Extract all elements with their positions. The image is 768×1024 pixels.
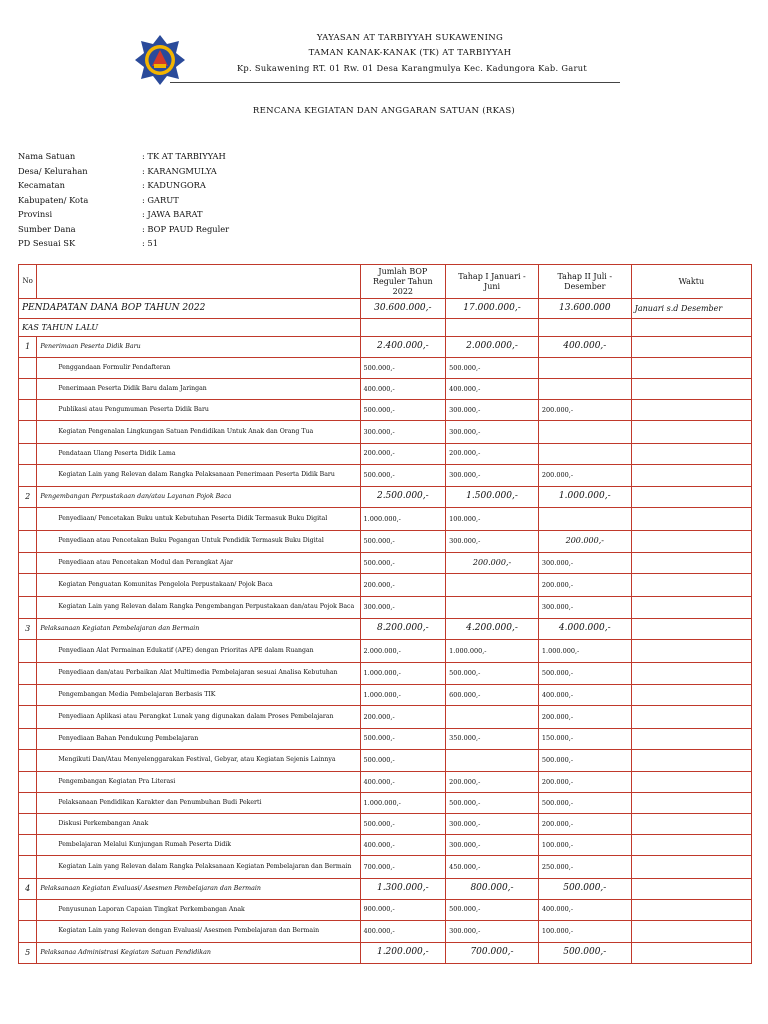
info-row [18,209,229,224]
item-row [19,856,752,879]
group-tahap1: 800.000,- [446,878,539,899]
group-tahap2: 500.000,- [538,878,631,899]
item-desc: Publikasi atau Pengumuman Peserta Didik Baru [37,400,360,421]
item-tahap1: 300.000,- [446,835,539,856]
header-jumlah: Jumlah BOP Reguler Tahun 2022 [360,265,446,299]
item-waktu [631,379,751,400]
item-waktu [631,464,751,487]
item-row [19,662,752,685]
group-waktu [631,619,751,640]
item-no [19,662,37,685]
item-waktu [631,728,751,749]
group-row [19,487,752,508]
item-desc: Mengikuti Dan/Atau Menyelenggarakan Festival, Gebyar, atau Kegiatan Sejenis Lainnya [37,749,360,772]
item-tahap2: 200.000,- [538,530,631,553]
group-tahap1: 4.200.000,- [446,619,539,640]
item-waktu [631,772,751,793]
item-desc: Penggandaan Formulir Pendafteran [37,358,360,379]
info-row [18,151,229,166]
item-jumlah: 2.000.000,- [360,640,446,663]
item-jumlah: 200.000,- [360,706,446,729]
item-no [19,899,37,920]
item-tahap1: 300.000,- [446,814,539,835]
item-tahap1: 300.000,- [446,920,539,943]
item-waktu [631,574,751,597]
item-jumlah: 500.000,- [360,749,446,772]
item-no [19,685,37,706]
group-waktu [631,943,751,964]
pendapatan-tahap2: 13.600.000 [538,299,631,319]
item-desc: Pembelajaran Melalui Kunjungan Rumah Peserta Didik [37,835,360,856]
item-no [19,920,37,943]
item-tahap1: 500.000,- [446,793,539,814]
info-row [18,166,229,181]
info-row [18,180,229,195]
item-tahap1: 350.000,- [446,728,539,749]
info-row [18,195,229,210]
pendapatan-row [19,299,752,319]
info-value: : BOP PAUD Reguler [142,223,230,234]
item-no [19,574,37,597]
group-row [19,619,752,640]
item-desc: Kegiatan Lain yang Relevan dengan Evaluasi/ Asesmen Pembelajaran dan Bermain [37,920,360,943]
item-no [19,814,37,835]
item-row [19,508,752,531]
group-tahap2: 500.000,- [538,943,631,964]
item-tahap1: 300.000,- [446,400,539,421]
item-tahap2: 100.000,- [538,920,631,943]
item-jumlah: 1.000.000,- [360,685,446,706]
group-no: 5 [19,943,37,964]
item-jumlah: 500.000,- [360,400,446,421]
item-jumlah: 500.000,- [360,358,446,379]
item-jumlah: 200.000,- [360,443,446,464]
item-tahap2: 200.000,- [538,464,631,487]
item-no [19,835,37,856]
item-row [19,464,752,487]
item-tahap2: 150.000,- [538,728,631,749]
item-tahap2: 200.000,- [538,706,631,729]
item-jumlah: 400.000,- [360,920,446,943]
item-row [19,379,752,400]
item-no [19,856,37,879]
item-desc: Kegiatan Lain yang Relevan dalam Rangka Pengembangan Perpustakaan dan/atau Pojok Baca [37,596,360,619]
item-jumlah: 400.000,- [360,835,446,856]
group-tahap2: 400.000,- [538,337,631,358]
item-jumlah: 300.000,- [360,421,446,444]
info-value: : KARANGMULYA [142,165,217,176]
item-row [19,574,752,597]
item-desc: Kegiatan Penguatan Komunitas Pengelola Perpustakaan/ Pojok Baca [37,574,360,597]
item-no [19,749,37,772]
item-row [19,814,752,835]
item-tahap2 [538,379,631,400]
header-description [37,265,360,299]
group-row [19,943,752,964]
item-tahap2: 200.000,- [538,814,631,835]
item-tahap2: 500.000,- [538,662,631,685]
item-tahap1: 400.000,- [446,379,539,400]
item-tahap1 [446,706,539,729]
group-no: 1 [19,337,37,358]
item-tahap2 [538,508,631,531]
item-tahap1 [446,574,539,597]
school-info [18,151,229,253]
item-no [19,772,37,793]
group-row [19,337,752,358]
item-waktu [631,899,751,920]
item-jumlah: 1.000.000,- [360,793,446,814]
group-no: 4 [19,878,37,899]
info-key: Provinsi [18,209,53,219]
item-row [19,421,752,444]
item-desc: Penyediaan Aplikasi atau Perangkat Lunak yang digunakan dalam Proses Pembelajaran [37,706,360,729]
item-waktu [631,920,751,943]
item-tahap2: 400.000,- [538,685,631,706]
group-desc: Pelaksanaan Kegiatan Pembelajaran dan Bermain [37,619,360,640]
item-tahap1 [446,749,539,772]
item-no [19,421,37,444]
item-desc: Penyusunan Laporan Capaian Tingkat Perkembangan Anak [37,899,360,920]
item-no [19,400,37,421]
item-tahap1 [446,596,539,619]
item-desc: Pendataan Ulang Peserta Didik Lama [37,443,360,464]
info-row [18,224,229,239]
item-tahap1: 200.000,- [446,443,539,464]
item-desc: Penyediaan atau Pencetakan Modul dan Perangkat Ajar [37,553,360,574]
item-waktu [631,835,751,856]
school-address: Kp. Sukawening RT. 01 Rw. 01 Desa Karangmulya Kec. Kadungora Kab. Garut [236,63,588,73]
item-desc: Kegiatan Lain yang Relevan dalam Rangka Pelaksanaan Kegiatan Pembelajaran dan Bermain [37,856,360,879]
header-tahap1: Tahap I Januari - Juni [446,265,539,299]
item-waktu [631,856,751,879]
item-waktu [631,685,751,706]
item-tahap1: 600.000,- [446,685,539,706]
group-desc: Pengembangan Perpustakaan dan/atau Layanan Pojok Baca [37,487,360,508]
item-jumlah: 1.000.000,- [360,508,446,531]
item-tahap1: 300.000,- [446,464,539,487]
item-no [19,358,37,379]
item-row [19,706,752,729]
header-tahap2: Tahap II Juli - Desember [538,265,631,299]
item-row [19,728,752,749]
item-row [19,835,752,856]
item-tahap2: 500.000,- [538,793,631,814]
item-waktu [631,443,751,464]
group-waktu [631,487,751,508]
item-row [19,596,752,619]
pendapatan-desc: PENDAPATAN DANA BOP TAHUN 2022 [19,299,361,319]
kas-desc: KAS TAHUN LALU [19,319,361,337]
item-tahap2: 250.000,- [538,856,631,879]
info-value: : KADUNGORA [142,180,206,190]
item-jumlah: 1.000.000,- [360,662,446,685]
group-tahap1: 1.500.000,- [446,487,539,508]
group-tahap2: 4.000.000,- [538,619,631,640]
item-no [19,379,37,400]
item-tahap2 [538,358,631,379]
item-jumlah: 300.000,- [360,596,446,619]
item-desc: Penyediaan/ Pencetakan Buku untuk Kebutuhan Peserta Didik Termasuk Buku Digital [37,508,360,531]
group-jumlah: 8.200.000,- [360,619,446,640]
item-desc: Penyediaan Alat Permainan Edukatif (APE) dengan Prioritas APE dalam Ruangan [37,640,360,663]
pendapatan-jumlah: 30.600.000,- [360,299,446,319]
group-waktu [631,878,751,899]
item-desc: Pengembangan Kegiatan Pra Literasi [37,772,360,793]
item-waktu [631,508,751,531]
pendapatan-waktu: Januari s.d Desember [631,299,751,319]
group-tahap1: 700.000,- [446,943,539,964]
item-jumlah: 500.000,- [360,530,446,553]
item-tahap1: 450.000,- [446,856,539,879]
info-key: Kabupaten/ Kota [18,194,89,205]
item-row [19,793,752,814]
item-no [19,640,37,663]
header-divider [170,82,620,83]
org-name: YAYASAN AT TARBIYYAH SUKAWENING [316,33,504,43]
item-tahap1: 300.000,- [446,530,539,553]
item-tahap2: 200.000,- [538,400,631,421]
item-no [19,464,37,487]
info-value: : 51 [142,238,158,248]
item-waktu [631,706,751,729]
item-waktu [631,596,751,619]
item-desc: Pelaksanaan Pendidikan Karakter dan Penumbuhan Budi Pekerti [37,793,360,814]
item-tahap1: 500.000,- [446,662,539,685]
item-row [19,553,752,574]
item-no [19,553,37,574]
item-waktu [631,749,751,772]
group-no: 3 [19,619,37,640]
school-name: TAMAN KANAK-KANAK (TK) AT TARBIYYAH [308,48,512,58]
info-value: : GARUT [142,194,179,205]
info-key: Desa/ Kelurahan [18,165,88,176]
group-no: 2 [19,487,37,508]
info-value: : TK AT TARBIYYAH [142,151,226,161]
item-desc: Penyediaan atau Pencetakan Buku Pegangan Untuk Pendidik Termasuk Buku Digital [37,530,360,553]
item-jumlah: 500.000,- [360,553,446,574]
item-no [19,728,37,749]
item-tahap1: 100.000,- [446,508,539,531]
info-key: Nama Satuan [18,151,76,161]
group-jumlah: 2.500.000,- [360,487,446,508]
item-waktu [631,814,751,835]
info-key: Kecamatan [18,180,65,190]
item-tahap1: 300.000,- [446,421,539,444]
item-row [19,749,752,772]
item-jumlah: 900.000,- [360,899,446,920]
group-jumlah: 1.300.000,- [360,878,446,899]
item-row [19,772,752,793]
item-row [19,443,752,464]
rkas-table [18,264,752,964]
school-logo-icon [134,34,186,86]
item-waktu [631,662,751,685]
item-jumlah: 500.000,- [360,464,446,487]
item-row [19,640,752,663]
item-desc: Kegiatan Pengenalan Lingkungan Satuan Pendidikan Untuk Anak dan Orang Tua [37,421,360,444]
item-row [19,358,752,379]
item-jumlah: 400.000,- [360,772,446,793]
group-jumlah: 2.400.000,- [360,337,446,358]
item-waktu [631,358,751,379]
item-desc: Penerimaan Peserta Didik Baru dalam Jaringan [37,379,360,400]
item-no [19,596,37,619]
item-waktu [631,421,751,444]
item-tahap2: 400.000,- [538,899,631,920]
item-tahap1: 500.000,- [446,899,539,920]
item-no [19,508,37,531]
item-tahap2: 300.000,- [538,596,631,619]
item-jumlah: 200.000,- [360,574,446,597]
item-row [19,685,752,706]
document-title: RENCANA KEGIATAN DAN ANGGARAN SATUAN (RKAS) [252,106,516,116]
item-tahap1: 200.000,- [446,772,539,793]
item-jumlah: 500.000,- [360,728,446,749]
item-no [19,443,37,464]
group-waktu [631,337,751,358]
item-tahap2: 1.000.000,- [538,640,631,663]
item-tahap1: 1.000.000,- [446,640,539,663]
info-value: : JAWA BARAT [142,209,203,219]
item-tahap2: 100.000,- [538,835,631,856]
group-desc: Pelaksanaa Administrasi Kegiatan Satuan Pendidikan [37,943,360,964]
item-tahap2: 200.000,- [538,772,631,793]
kas-row [19,319,752,337]
item-tahap1: 200.000,- [446,553,539,574]
item-tahap2: 200.000,- [538,574,631,597]
info-key: PD Sesuai SK [18,238,76,248]
item-tahap2 [538,421,631,444]
group-desc: Pelaksanaan Kegiatan Evaluasi/ Asesmen Pembelajaran dan Bermain [37,878,360,899]
item-desc: Penyediaan Bahan Pendukung Pembelajaran [37,728,360,749]
item-desc: Diskusi Perkembangan Anak [37,814,360,835]
item-row [19,530,752,553]
item-no [19,706,37,729]
group-jumlah: 1.200.000,- [360,943,446,964]
item-jumlah: 500.000,- [360,814,446,835]
item-desc: Penyediaan dan/atau Perbaikan Alat Multimedia Pembelajaran sesuai Analisa Kebutuhan [37,662,360,685]
item-row [19,920,752,943]
group-row [19,878,752,899]
group-desc: Penerimaan Peserta Didik Baru [37,337,360,358]
item-waktu [631,640,751,663]
item-no [19,530,37,553]
info-row [18,238,229,253]
item-waktu [631,553,751,574]
header-waktu: Waktu [631,265,751,299]
pendapatan-tahap1: 17.000.000,- [446,299,539,319]
group-tahap1: 2.000.000,- [446,337,539,358]
group-tahap2: 1.000.000,- [538,487,631,508]
info-key: Sumber Dana [18,223,76,234]
item-desc: Kegiatan Lain yang Relevan dalam Rangka Pelaksanaan Penerimaan Peserta Didik Baru [37,464,360,487]
item-jumlah: 400.000,- [360,379,446,400]
item-waktu [631,400,751,421]
item-no [19,793,37,814]
header-no: No [19,265,37,299]
item-row [19,899,752,920]
item-tahap2: 500.000,- [538,749,631,772]
item-tahap2 [538,443,631,464]
item-desc: Pengembangan Media Pembelajaran Berbasis TIK [37,685,360,706]
item-waktu [631,530,751,553]
item-jumlah: 700.000,- [360,856,446,879]
item-tahap1: 500.000,- [446,358,539,379]
item-row [19,400,752,421]
item-waktu [631,793,751,814]
item-tahap2: 300.000,- [538,553,631,574]
